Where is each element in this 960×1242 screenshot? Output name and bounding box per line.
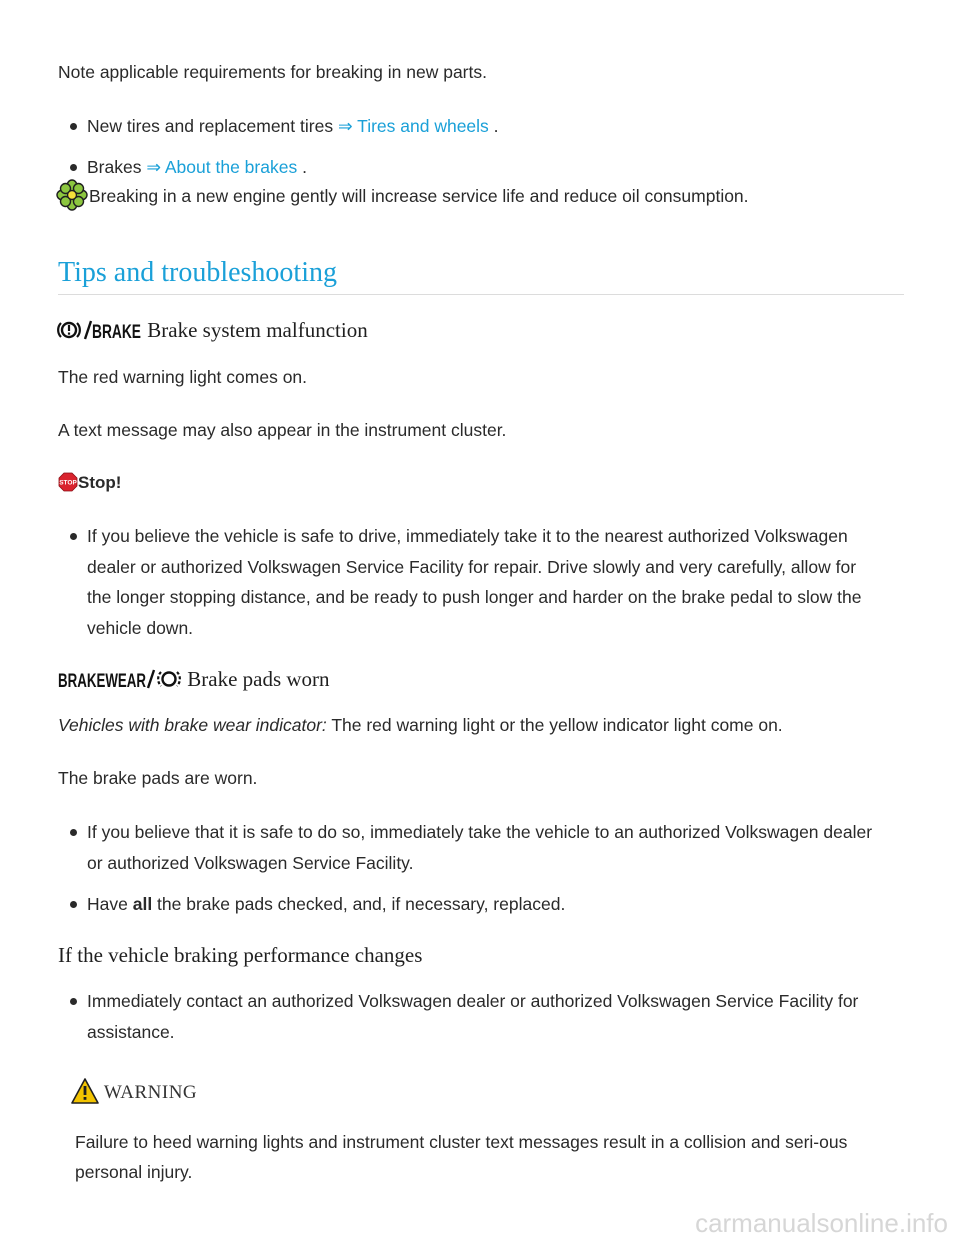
list-item: Have all the brake pads checked, and, if necessary, replaced.: [58, 889, 904, 920]
brake-pads-heading: BRAKEWEAR Brake pads worn: [58, 667, 330, 692]
environment-flower-icon: [56, 179, 88, 211]
intro-list: [58, 111, 904, 142]
svg-text:STOP: STOP: [59, 479, 77, 487]
brake-wear-icon: [58, 668, 182, 690]
paragraph: A text message may also appear in the instrument cluster.: [58, 420, 507, 440]
brake-pads-list-2: [58, 889, 904, 920]
intro-list-2: [58, 152, 904, 183]
brake-warning-icon: [58, 319, 142, 341]
malfunction-list: [58, 521, 904, 643]
performance-list: [58, 986, 904, 1047]
stop-sign-icon: [58, 472, 78, 492]
list-item: New tires and replacement tires ⇒ Tires and wheels .: [58, 111, 904, 142]
list-item: If you believe that it is safe to do so, immediately take the vehicle to an authorized Volkswagen dealer or authorized Volkswagen Service Facility.: [58, 817, 904, 878]
watermark: carmanualsonline.info: [695, 1208, 948, 1238]
performance-heading: If the vehicle braking performance changes: [58, 943, 423, 967]
brake-icon-label: BRAKE: [92, 321, 141, 343]
list-item: Brakes ⇒ About the brakes .: [58, 152, 904, 183]
paragraph: Vehicles with brake wear indicator: The red warning light or the yellow indicator light come on.: [58, 715, 783, 735]
list-item: If you believe the vehicle is safe to drive, immediately take it to the nearest authorized Volkswagen dealer or authorized Volkswagen Service Facility for repair. Drive slowly and very carefully, allow for the longer stopping distance, and be ready to push longer and harder on the brake pedal to slow the vehicle down.: [58, 521, 904, 643]
stop-notice: STOP Stop!: [59, 473, 122, 492]
intro-note: Note applicable requirements for breaking in new parts.: [58, 62, 487, 82]
section-title: Tips and troubleshooting: [58, 256, 904, 295]
paragraph: The brake pads are worn.: [58, 768, 258, 788]
environment-note: Breaking in a new engine gently will increase service life and reduce oil consumption.: [58, 181, 904, 211]
paragraph: The red warning light comes on.: [58, 367, 308, 387]
warning-triangle-icon: [71, 1078, 99, 1104]
warning-heading: WARNING: [71, 1078, 904, 1108]
warning-text: Failure to heed warning lights and instrument cluster text messages result in a collision and seri-ous personal injury.: [75, 1132, 848, 1182]
brake-malfunction-heading: BRAKE Brake system malfunction: [58, 316, 904, 344]
tires-and-wheels-link[interactable]: ⇒ Tires and wheels: [337, 116, 489, 136]
brake-pads-list: [58, 817, 904, 878]
list-item: Immediately contact an authorized Volkswagen dealer or authorized Volkswagen Service Facility for assistance.: [58, 986, 904, 1047]
brake-wear-icon-label: BRAKEWEAR: [58, 670, 147, 692]
about-the-brakes-link[interactable]: ⇒ About the brakes: [146, 157, 298, 177]
